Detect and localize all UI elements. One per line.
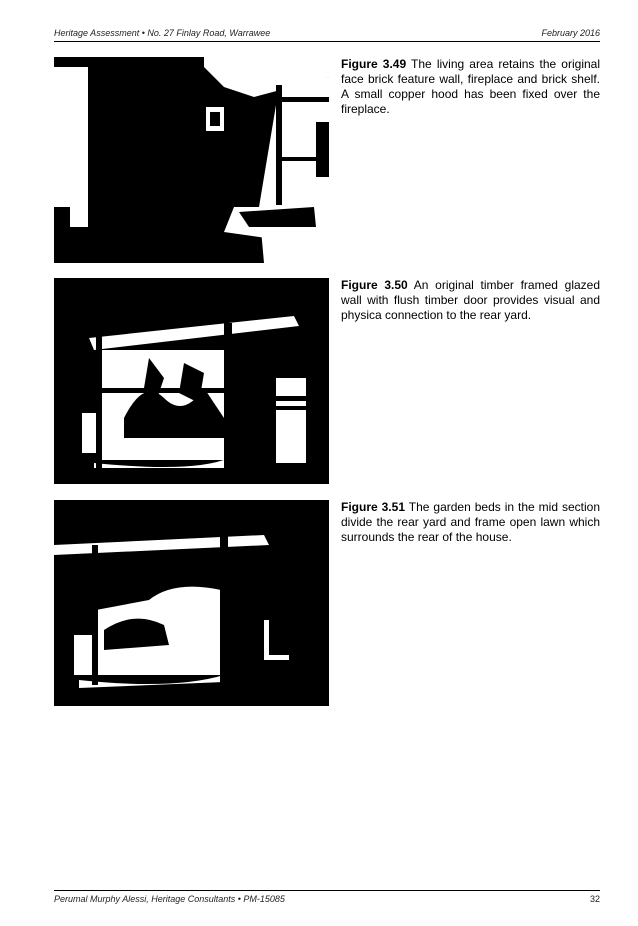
figure-text: The living area retains the original face brick feature wall, fireplace and brick shelf. A small copper hood has been fixed over the fireplace. xyxy=(341,57,600,116)
page-header xyxy=(54,28,600,42)
footer-rule xyxy=(54,890,600,891)
figure-text: The garden beds in the mid section divide the rear yard and frame open lawn which surrounds the rear of the house. xyxy=(341,500,600,544)
footer-credit: Perumal Murphy Alessi, Heritage Consultants • PM-15085 xyxy=(54,894,285,904)
figure-caption xyxy=(341,500,600,545)
photo-garden-beds xyxy=(54,500,329,706)
header-date: February 2016 xyxy=(541,28,600,38)
figure-caption xyxy=(341,278,600,323)
figure-3-50 xyxy=(54,278,600,484)
figure-caption xyxy=(341,57,600,117)
figure-label: Figure 3.49 xyxy=(341,57,407,71)
page-number: 32 xyxy=(589,894,600,904)
photo-glazed-wall xyxy=(54,278,329,484)
page-footer xyxy=(54,894,600,908)
figure-label: Figure 3.50 xyxy=(341,278,408,292)
figure-3-51 xyxy=(54,500,600,706)
figure-3-49 xyxy=(54,57,600,263)
photo-living-area xyxy=(54,57,329,263)
header-rule xyxy=(54,41,600,42)
figure-text: An original timber framed glazed wall with flush timber door provides visual and physica connection to the rear yard. xyxy=(341,278,601,322)
figure-label: Figure 3.51 xyxy=(341,500,405,514)
header-title: Heritage Assessment • No. 27 Finlay Road, Warrawee xyxy=(54,28,271,38)
